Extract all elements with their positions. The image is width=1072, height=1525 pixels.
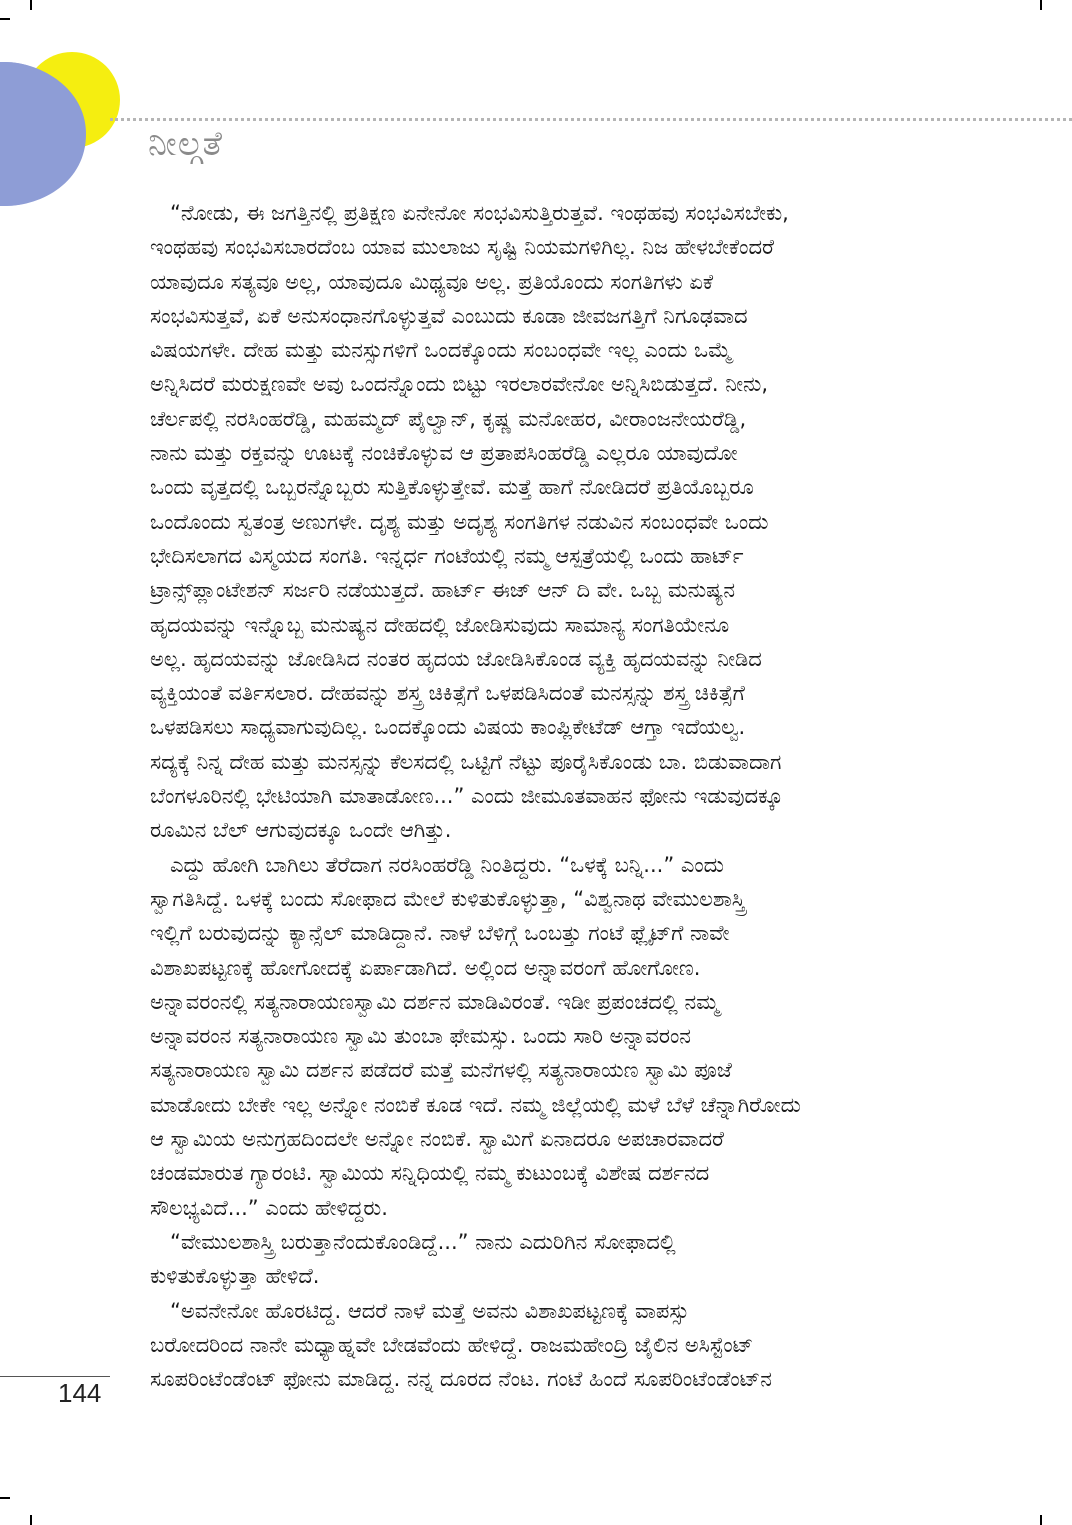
text-line: ಸೂಪರಿಂಟೆಂಡೆಂಟ್ ಫೋನು ಮಾಡಿದ್ದ. ನನ್ನ ದೂರದ ನೆಂಟ. ಗಂಟೆ ಹಿಂದೆ ಸೂಪರಿಂಟೆಂಡೆಂಟ್‌ನ xyxy=(150,1367,772,1392)
text-line: ಸದ್ಯಕ್ಕೆ ನಿನ್ನ ದೇಹ ಮತ್ತು ಮನಸ್ಸನ್ನು ಕೆಲಸದಲ್ಲಿ ಒಟ್ಟಿಗೆ ನೆಟ್ಟು ಪೂರೈಸಿಕೊಂಡು ಬಾ. ಬಿಡುವಾದಾಗ xyxy=(150,749,782,774)
text-line: ರೂಮಿನ ಬೆಲ್ ಆಗುವುದಕ್ಕೂ ಒಂದೇ ಆಗಿತ್ತು. xyxy=(150,818,452,843)
page-number: 144 xyxy=(58,1378,102,1408)
text-line: ಯಾವುದೂ ಸತ್ಯವೂ ಅಲ್ಲ, ಯಾವುದೂ ಮಿಥ್ಯವೂ ಅಲ್ಲ. ಪ್ರತಿಯೊಂದು ಸಂಗತಿಗಳು ಏಕೆ xyxy=(150,269,714,294)
text-line: ಸಂಭವಿಸುತ್ತವೆ, ಏಕೆ ಅನುಸಂಧಾನಗೊಳ್ಳುತ್ತವೆ ಎಂಬುದು ಕೂಡಾ ಜೀವಜಗತ್ತಿಗೆ ನಿಗೂಢವಾದ xyxy=(150,303,748,328)
text-line: ಭೇದಿಸಲಾಗದ ವಿಸ್ಮಯದ ಸಂಗತಿ. ಇನ್ನರ್ಧ ಗಂಟೆಯಲ್ಲಿ ನಮ್ಮ ಆಸ್ಪತ್ರೆಯಲ್ಲಿ ಒಂದು ಹಾರ್ಟ್ xyxy=(150,543,744,568)
text-line: “ನೋಡು, ಈ ಜಗತ್ತಿನಲ್ಲಿ ಪ್ರತಿಕ್ಷಣ ಏನೇನೋ ಸಂಭವಿಸುತ್ತಿರುತ್ತವೆ. ಇಂಥಹವು ಸಂಭವಿಸಬೇಕು, xyxy=(150,201,789,225)
text-line: ಇಂಥಹವು ಸಂಭವಿಸಬಾರದೆಂಬ ಯಾವ ಮುಲಾಜು ಸೃಷ್ಟಿ ನಿಯಮಗಳಿಗಿಲ್ಲ. ನಿಜ ಹೇಳಬೇಕೆಂದರೆ xyxy=(150,235,774,260)
crop-mark xyxy=(1040,0,1042,10)
text-line: ಅನ್ನಾವರಂನಲ್ಲಿ ಸತ್ಯನಾರಾಯಣಸ್ವಾಮಿ ದರ್ಶನ ಮಾಡಿವಿರಂತೆ. ಇಡೀ ಪ್ರಪಂಚದಲ್ಲಿ ನಮ್ಮ xyxy=(150,989,720,1014)
text-line: ಚಂಡಮಾರುತ ಗ್ಯಾರಂಟಿ. ಸ್ವಾಮಿಯ ಸನ್ನಿಧಿಯಲ್ಲಿ ನಮ್ಮ ಕುಟುಂಬಕ್ಕೆ ವಿಶೇಷ ದರ್ಶನದ xyxy=(150,1161,710,1186)
text-line: ವ್ಯಕ್ತಿಯಂತೆ ವರ್ತಿಸಲಾರ. ದೇಹವನ್ನು ಶಸ್ತ್ರ ಚಿಕಿತ್ಸೆಗೆ ಒಳಪಡಿಸಿದಂತೆ ಮನಸ್ಸನ್ನು ಶಸ್ತ್ರ ಚಿಕಿತ್ಸೆಗೆ xyxy=(150,681,745,706)
header-dotted-rule xyxy=(110,118,1072,121)
text-line: ಸೌಲಭ್ಯವಿದೆ...” ಎಂದು ಹೇಳಿದ್ದರು. xyxy=(150,1195,388,1220)
text-line: ಅನ್ನಿಸಿದರೆ ಮರುಕ್ಷಣವೇ ಅವು ಒಂದನ್ನೊಂದು ಬಿಟ್ಟು ಇರಲಾರವೇನೋ ಅನ್ನಿಸಿಬಿಡುತ್ತದೆ. ನೀನು, xyxy=(150,372,769,397)
text-line: ಎದ್ದು ಹೋಗಿ ಬಾಗಿಲು ತೆರೆದಾಗ ನರಸಿಂಹರೆಡ್ಡಿ ನಿಂತಿದ್ದರು. “ಒಳಕ್ಕೆ ಬನ್ನಿ...” ಎಂದು xyxy=(150,852,724,877)
text-line: “ಅವನೇನೋ ಹೊರಟಿದ್ದ. ಆದರೆ ನಾಳೆ ಮತ್ತೆ ಅವನು ವಿಶಾಖಪಟ್ಟಣಕ್ಕೆ ವಾಪಸ್ಸು xyxy=(150,1298,690,1323)
text-line: ಆ ಸ್ವಾಮಿಯ ಅನುಗ್ರಹದಿಂದಲೇ ಅನ್ನೋ ನಂಬಿಕೆ. ಸ್ವಾಮಿಗೆ ಏನಾದರೂ ಅಪಚಾರವಾದರೆ xyxy=(150,1127,724,1152)
page-number-rule xyxy=(0,1376,110,1377)
crop-mark xyxy=(1040,1515,1042,1525)
text-line: “ವೇಮುಲಶಾಸ್ತ್ರಿ ಬರುತ್ತಾನೆಂದುಕೊಂಡಿದ್ದೆ...” ನಾನು ಎದುರಿಗಿನ ಸೋಫಾದಲ್ಲಿ xyxy=(150,1229,676,1254)
text-line: ಅನ್ನಾವರಂನ ಸತ್ಯನಾರಾಯಣ ಸ್ವಾಮಿ ತುಂಬಾ ಫೇಮಸ್ಸು. ಒಂದು ಸಾರಿ ಅನ್ನಾವರಂನ xyxy=(150,1024,691,1049)
crop-mark xyxy=(0,1497,10,1499)
text-line: ನಾನು ಮತ್ತು ರಕ್ತವನ್ನು ಊಟಕ್ಕೆ ನಂಚಿಕೊಳ್ಳುವ ಆ ಪ್ರತಾಪಸಿಂಹರೆಡ್ಡಿ ಎಲ್ಲರೂ ಯಾವುದೋ xyxy=(150,441,738,466)
text-line: ಮಾಡೋದು ಬೇಕೇ ಇಲ್ಲ ಅನ್ನೋ ನಂಬಿಕೆ ಕೂಡ ಇದೆ. ನಮ್ಮ ಜಿಲ್ಲೆಯಲ್ಲಿ ಮಳೆ ಬೆಳೆ ಚೆನ್ನಾಗಿರೋದು xyxy=(150,1092,801,1117)
text-line: ಸ್ವಾಗತಿಸಿದ್ದೆ. ಒಳಕ್ಕೆ ಬಂದು ಸೋಫಾದ ಮೇಲೆ ಕುಳಿತುಕೊಳ್ಳುತ್ತಾ, “ವಿಶ್ವನಾಥ ವೇಮುಲಶಾಸ್ತ್ರಿ xyxy=(150,886,746,911)
text-line: ವಿಶಾಖಪಟ್ಟಣಕ್ಕೆ ಹೋಗೋದಕ್ಕೆ ಏರ್ಪಾಡಾಗಿದೆ. ಅಲ್ಲಿಂದ ಅನ್ನಾವರಂಗೆ ಹೋಗೋಣ. xyxy=(150,955,701,980)
text-line: ಒಂದು ವೃತ್ತದಲ್ಲಿ ಒಬ್ಬರನ್ನೊಬ್ಬರು ಸುತ್ತಿಕೊಳ್ಳುತ್ತೇವೆ. ಮತ್ತೆ ಹಾಗೆ ನೋಡಿದರೆ ಪ್ರತಿಯೊಬ್ಬರೂ xyxy=(150,475,754,500)
decorative-circles xyxy=(0,0,130,220)
text-line: ಬೆಂಗಳೂರಿನಲ್ಲಿ ಭೇಟಿಯಾಗಿ ಮಾತಾಡೋಣ...” ಎಂದು ಜೀಮೂತವಾಹನ ಫೋನು ಇಡುವುದಕ್ಕೂ xyxy=(150,784,783,809)
text-line: ಒಳಪಡಿಸಲು ಸಾಧ್ಯವಾಗುವುದಿಲ್ಲ. ಒಂದಕ್ಕೊಂದು ವಿಷಯ ಕಾಂಪ್ಲಿಕೇಟೆಡ್ ಆಗ್ತಾ ಇದೆಯಲ್ವ. xyxy=(150,715,746,740)
text-line: ಚೆರ್ಲಪಲ್ಲಿ ನರಸಿಂಹರೆಡ್ಡಿ, ಮಹಮ್ಮದ್ ಪೈಲ್ವಾನ್, ಕೃಷ್ಣ ಮನೋಹರ, ವೀರಾಂಜನೇಯರೆಡ್ಡಿ, xyxy=(150,406,747,431)
text-line: ಹೃದಯವನ್ನು ಇನ್ನೊಬ್ಬ ಮನುಷ್ಯನ ದೇಹದಲ್ಲಿ ಜೋಡಿಸುವುದು ಸಾಮಾನ್ಯ ಸಂಗತಿಯೇನೂ xyxy=(150,612,730,637)
running-header-title: ನೀಲ್ಗತೆ xyxy=(148,124,224,164)
body-text xyxy=(150,196,950,1396)
crop-mark xyxy=(30,1515,32,1525)
text-line: ಅಲ್ಲ. ಹೃದಯವನ್ನು ಜೋಡಿಸಿದ ನಂತರ ಹೃದಯ ಜೋಡಿಸಿಕೊಂಡ ವ್ಯಕ್ತಿ ಹೃದಯವನ್ನು ನೀಡಿದ xyxy=(150,646,762,671)
text-line: ಒಂದೊಂದು ಸ್ವತಂತ್ರ ಅಣುಗಳೇ. ದೃಶ್ಯ ಮತ್ತು ಅದೃಶ್ಯ ಸಂಗತಿಗಳ ನಡುವಿನ ಸಂಬಂಧವೇ ಒಂದು xyxy=(150,509,769,534)
text-line: ಟ್ರಾನ್ಸ್‌ಪ್ಲಾಂಟೇಶನ್ ಸರ್ಜರಿ ನಡೆಯುತ್ತದೆ. ಹಾರ್ಟ್ ಈಜ್ ಆನ್ ದಿ ವೇ. ಒಬ್ಬ ಮನುಷ್ಯನ xyxy=(150,578,735,603)
text-line: ಇಲ್ಲಿಗೆ ಬರುವುದನ್ನು ಕ್ಯಾನ್ಸೆಲ್ ಮಾಡಿದ್ದಾನೆ. ನಾಳೆ ಬೆಳಿಗ್ಗೆ ಒಂಬತ್ತು ಗಂಟೆ ಫ್ಲೈಟ್‌ಗೆ ನಾವೇ xyxy=(150,921,730,946)
text-line: ವಿಷಯಗಳೇ. ದೇಹ ಮತ್ತು ಮನಸ್ಸುಗಳಿಗೆ ಒಂದಕ್ಕೊಂದು ಸಂಬಂಧವೇ ಇಲ್ಲ ಎಂದು ಒಮ್ಮೆ xyxy=(150,338,732,363)
text-line: ಕುಳಿತುಕೊಳ್ಳುತ್ತಾ ಹೇಳಿದೆ. xyxy=(150,1264,320,1289)
text-line: ಸತ್ಯನಾರಾಯಣ ಸ್ವಾಮಿ ದರ್ಶನ ಪಡೆದರೆ ಮತ್ತೆ ಮನೆಗಳಲ್ಲಿ ಸತ್ಯನಾರಾಯಣ ಸ್ವಾಮಿ ಪೂಜೆ xyxy=(150,1058,732,1083)
text-line: ಬರೋದರಿಂದ ನಾನೇ ಮಧ್ಯಾಹ್ನವೇ ಬೇಡವೆಂದು ಹೇಳಿದ್ದೆ. ರಾಜಮಹೇಂದ್ರಿ ಜೈಲಿನ ಅಸಿಸ್ಟೆಂಟ್ xyxy=(150,1332,754,1357)
